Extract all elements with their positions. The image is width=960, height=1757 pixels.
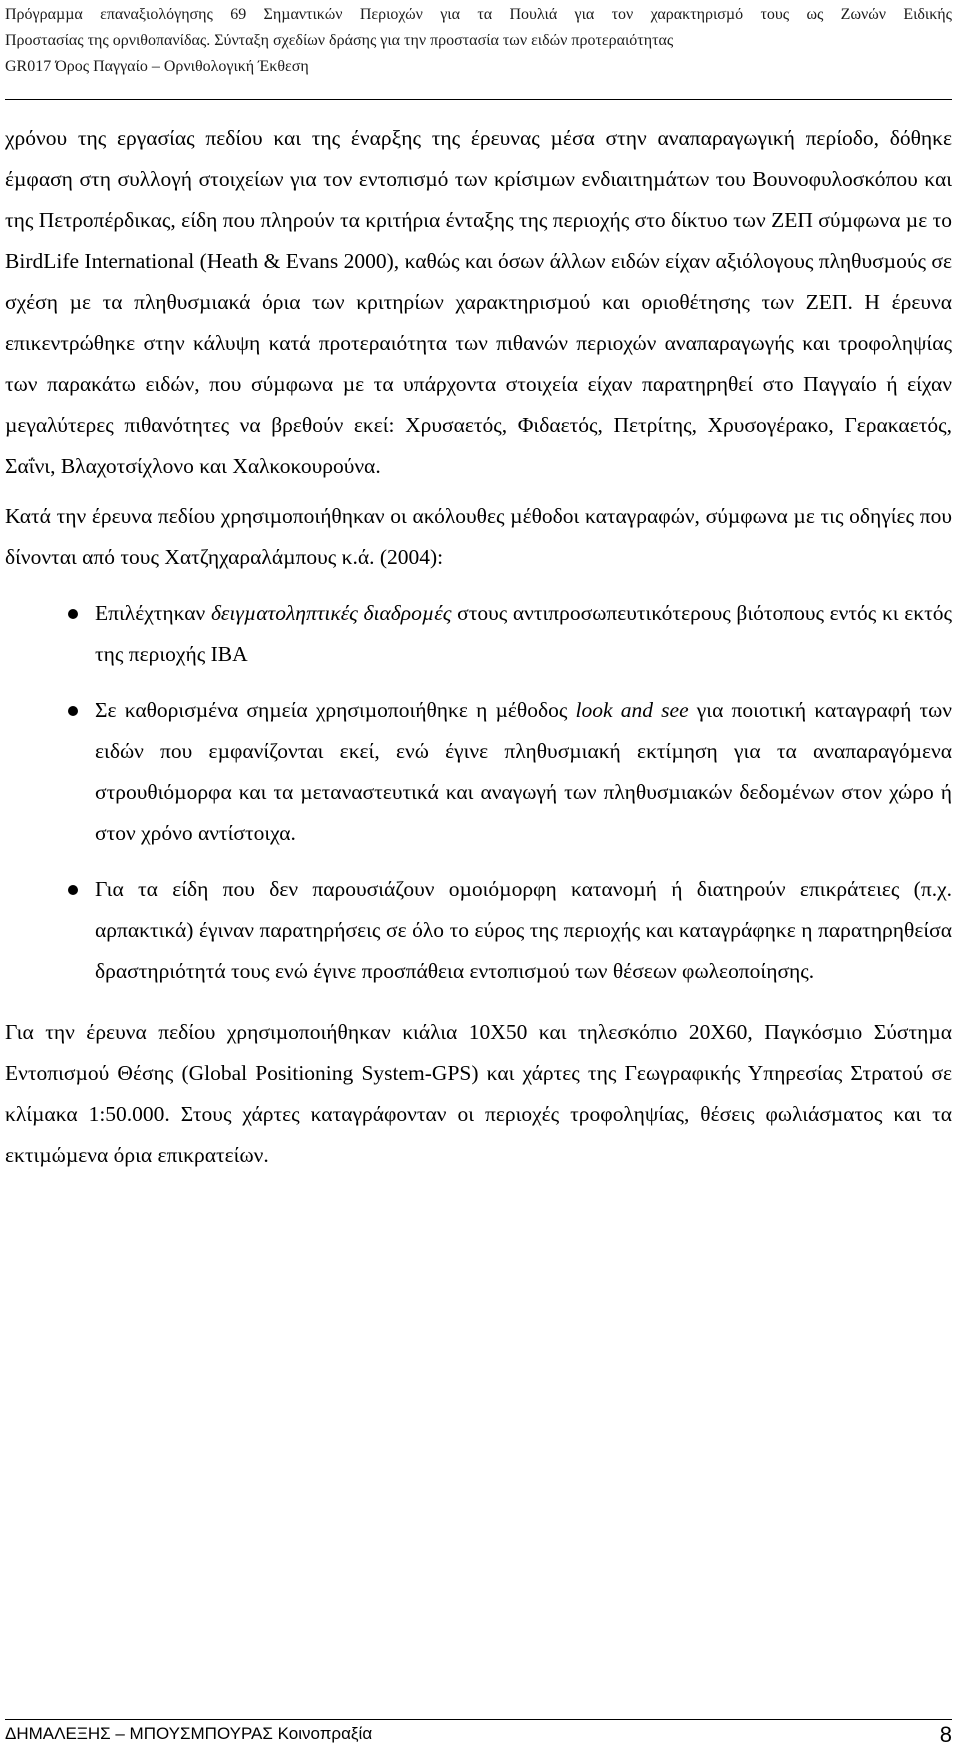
bullet-icon (68, 706, 78, 716)
paragraph-methods-intro: Κατά την έρευνα πεδίου χρησιµοποιήθηκαν οι ακόλουθες µέθοδοι καταγραφών, σύµφωνα µε τις οδηγίες που δίνονται από τους Χατζηχαραλάµπους κ.ά. (2004): (5, 504, 952, 569)
header-divider (5, 99, 952, 100)
list-item (5, 869, 952, 992)
bullet-icon (68, 885, 78, 895)
page-header (5, 0, 952, 80)
bullet-text-pre: Σε καθορισµένα σηµεία χρησιµοποιήθηκε η µέθοδος (95, 698, 576, 722)
footer-company: ΔΗΜΑΛΕΞΗΣ – ΜΠΟΥΣΜΠΟΥΡΑΣ Κοινοπραξία (5, 1724, 373, 1743)
footer-divider (5, 1719, 952, 1720)
bullet-text-emphasis: δειγµατοληπτικές διαδροµές (210, 601, 452, 625)
paragraph-fieldwork-focus: χρόνου της εργασίας πεδίου και της έναρξης της έρευνας µέσα στην αναπαραγωγική περίοδο, δόθηκε έµφαση στη συλλογή στοιχείων για τον εντοπισµό των κρίσιµων ενδιαιτηµάτων του Βουνοφυλοσκόπου και της Πετροπέρδικας, είδη που πληρούν τα κριτήρια ένταξης της περιοχής στο δίκτυο των ΖΕΠ σύµφωνα µε το BirdLife International (Heath & Evans 2000), καθώς και όσων άλλων ειδών είχαν αξιόλογους πληθυσµούς σε σχέση µε τα πληθυσµιακά όρια των κριτηρίων χαρακτηρισµού και οριοθέτησης των ΖΕΠ. Η έρευνα επικεντρώθηκε στην κάλυψη κατά προτεραιότητα των πιθανών περιοχών αναπαραγωγής και τροφοληψίας των παρακάτω ειδών, που σύµφωνα µε τα υπάρχοντα στοιχεία είχαν παρατηρηθεί στο Παγγαίο ή είχαν µεγαλύτερες πιθανότητες να βρεθούν εκεί: Χρυσαετός, Φιδαετός, Πετρίτης, Χρυσογέρακο, Γερακαετός, Σαΐνι, Βλαχοτσίχλονο και Χαλκοκουρούνα. (5, 126, 952, 478)
list-item (5, 690, 952, 854)
page-number: 8 (939, 1722, 952, 1747)
bullet-text-post: για ποιοτική καταγραφή των ειδών που εµφανίζονται εκεί, ενώ έγινε πληθυσµιακή εκτίµηση για τα αναπαραγόµενα στρουθιόµορφα και τα µεταναστευτικά και αναγωγή των πληθυσµιακών δεδοµένων στον χώρο ή στον χρόνο αντίστοιχα. (95, 698, 952, 845)
bullet-text-emphasis: look and see (575, 698, 689, 722)
header-line-3: GR017 Όρος Παγγαίο – Ορνιθολογική Έκθεση (5, 58, 309, 75)
header-line-1: Πρόγραµµα επαναξιολόγησης 69 Σηµαντικών Περιοχών για τα Πουλιά για τον χαρακτηρισµό τους ως Ζωνών Ειδικής (5, 6, 952, 23)
document-body (5, 118, 952, 1176)
bullet-text: Για τα είδη που δεν παρουσιάζουν οµοιόµορφη κατανοµή ή διατηρούν επικράτειες (π.χ. αρπακτικά) έγιναν παρατηρήσεις σε όλο το εύρος της περιοχής και καταγράφηκε η παρατηρηθείσα δραστηριότητά τους ενώ έγινε προσπάθεια εντοπισµού των θέσεων φωλεοποίησης. (95, 877, 952, 983)
bullet-icon (68, 609, 78, 619)
methods-list (5, 593, 952, 992)
bullet-text-pre: Επιλέχτηκαν (95, 601, 211, 625)
list-item (5, 593, 952, 675)
bullet-text-post: στους αντιπροσωπευτικότερους βιότοπους εντός κι εκτός της περιοχής IBA (95, 601, 952, 666)
header-line-2: Προστασίας της ορνιθοπανίδας. Σύνταξη σχεδίων δράσης για την προστασία των ειδών προτεραιότητας (5, 32, 674, 49)
paragraph-equipment: Για την έρευνα πεδίου χρησιµοποιήθηκαν κιάλια 10Χ50 και τηλεσκόπιο 20Χ60, Παγκόσµιο Σύστηµα Εντοπισµού Θέσης (Global Positioning System-GPS) και χάρτες της Γεωγραφικής Υπηρεσίας Στρατού σε κλίµακα 1:50.000. Στους χάρτες καταγράφονταν οι περιοχές τροφοληψίας, θέσεις φωλιάσµατος και τα εκτιµώµενα όρια επικρατείων. (5, 1020, 952, 1167)
